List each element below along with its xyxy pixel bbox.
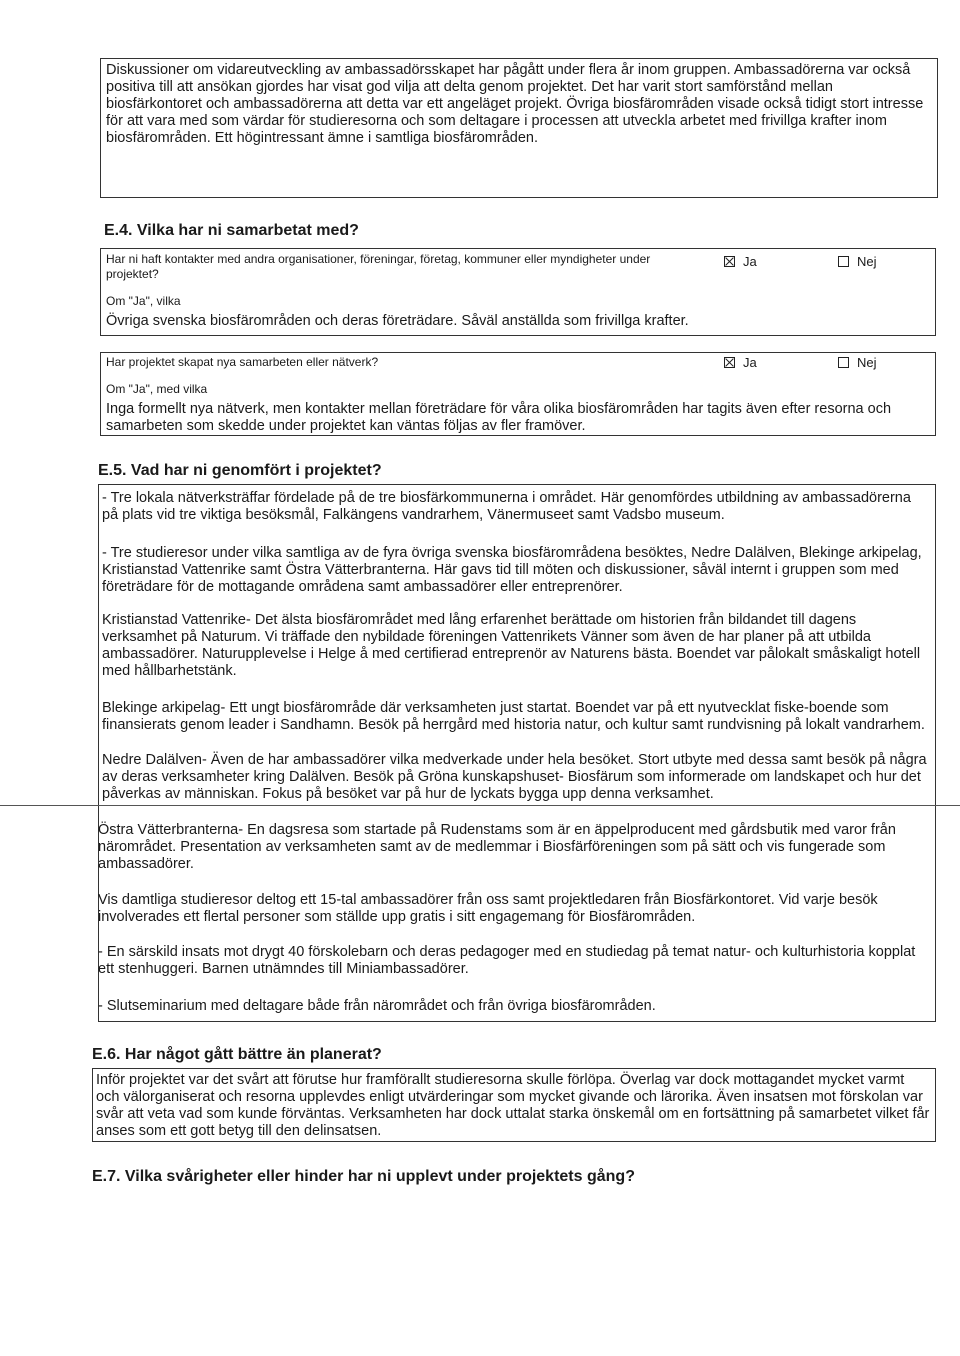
e4-q1-question: Har ni haft kontakter med andra organisationer, föreningar, företag, kommuner eller myndigheter under projektet? xyxy=(106,252,651,281)
checked-checkbox-icon[interactable] xyxy=(724,256,735,267)
e5-paragraph: Nedre Dalälven- Även de har ambassadörer vilka medverkade under hela besöket. Stort utbyte med dessa samt besök på några av deras verksamheter kring Dalälven. Besök på Gröna kunskapshuset- Biosfärum som informerade om landskapet och hur det påverkas av människan. Fokus på besöket var på hur de lyckats bygga upp denna verksamhet. xyxy=(102,752,927,802)
e5-paragraph: Östra Vätterbranterna- En dagsresa som startade på Rudenstams som är en äppelproducent med gårdsbutik med varor från närområdet. Presentation av verksamheten samt av de medlemmar i Biosfärföreningen som på sätt och vis fungerade som ambassadörer. xyxy=(98,822,896,872)
unchecked-checkbox-icon[interactable] xyxy=(838,357,849,368)
e4-q2-yes-option[interactable] xyxy=(724,355,757,370)
e4-q2-answer: Inga formellt nya nätverk, men kontakter mellan företrädare för våra olika biosfärområden har tagits även efter resorna och samarbeten som skedde under projektet kan väntas följas av fler framöver. xyxy=(106,401,892,434)
e4-q2-no-option[interactable] xyxy=(838,355,877,370)
e4-q2-no-label: Nej xyxy=(857,355,877,370)
e4-q1-no-label: Nej xyxy=(857,254,877,269)
e4-q1-yes-option[interactable] xyxy=(724,254,757,269)
e5-heading: E.5. Vad har ni genomfört i projektet? xyxy=(98,462,382,479)
e5-paragraph: - Slutseminarium med deltagare både från närområdet och från övriga biosfärområden. xyxy=(98,998,656,1014)
e4-q1-if-yes-label: Om "Ja", vilka xyxy=(106,294,181,308)
e6-answer: Inför projektet var det svårt att förutse hur framförallt studieresorna skulle förlöpa. Överlag var dock mottagandet mycket varmt och välorganiserat och resorna upplevdes enligt utvärderingar som mycket givande och lärorika. Även insatsen mot förskolan var svår att veta vad som kunde förväntas. Verksamheten har dock uttalat starka önskemål om en fortsättning på samarbetet vilket får anses som ett gott betyg till den delinsatsen. xyxy=(96,1072,930,1139)
e5-paragraph: - En särskild insats mot drygt 40 förskolebarn och deras pedagoger med en studiedag på temat natur- och kulturhistoria kopplat ett stenhuggeri. Barnen utnämndes till Miniambassadörer. xyxy=(98,944,916,977)
e5-paragraph: Blekinge arkipelag- Ett ungt biosfärområde där verksamheten just startat. Boendet var på ett nyutvecklat fiske-boende som finansierats genom leader i Sandhamn. Besök på herrgård med historia natur, och kultur samt rundvisning på lokalt vandrarhem. xyxy=(102,700,925,733)
page-scan-divider xyxy=(0,805,960,806)
e5-paragraph: - Tre lokala nätverksträffar fördelade på de tre biosfärkommunerna i området. Här genomfördes utbildning av ambassadörerna på plats vid tre viktiga besöksmål, Falkängens vandrarhem, Vänermuseet samt Vadsbo museum. xyxy=(102,490,911,523)
e5-paragraph: Vis damtliga studieresor deltog ett 15-tal ambassadörer från oss samt projektledaren från Biosfärkontoret. Vid varje besök involverades ett flertal personer som ställde upp gratis i sitt engagemang för Biosfärområden. xyxy=(98,892,878,925)
unchecked-checkbox-icon[interactable] xyxy=(838,256,849,267)
e7-heading: E.7. Vilka svårigheter eller hinder har ni upplevt under projektets gång? xyxy=(92,1168,635,1185)
e4-q2-yes-label: Ja xyxy=(743,355,757,370)
e4-q1-no-option[interactable] xyxy=(838,254,877,269)
e5-paragraph: Kristianstad Vattenrike- Det älsta biosfärområdet med lång erfarenhet berättade om historien från bildandet till dagens verksamhet på Naturum. Vi träffade den nybildade föreningen Vattenrikets Vänner som även de har planer på att utbilda ambassadörer. Naturupplevelse i Helge å med certifierad entreprenör av Naturens bästa. Boendet var pålokalt småskaligt hotell med hållbarhetstänk. xyxy=(102,612,921,679)
e5-paragraph: - Tre studieresor under vilka samtliga av de fyra övriga svenska biosfärområdena besöktes, Nedre Dalälven, Blekinge arkipelag, Kristianstad Vattenrike samt Östra Vätterbranterna. Här gavs tid till möten och diskussioner, såväl internt i gruppen som med företrädare för de mottagande områdena samt ambassadörer eller entreprenörer. xyxy=(102,545,922,595)
e4-q2-if-yes-label: Om "Ja", med vilka xyxy=(106,382,208,396)
e4-heading: E.4. Vilka har ni samarbetat med? xyxy=(104,222,359,239)
e4-q1-answer: Övriga svenska biosfärområden och deras företrädare. Såväl anställda som frivillga krafter. xyxy=(106,313,689,329)
checked-checkbox-icon[interactable] xyxy=(724,357,735,368)
e4-q1-yes-label: Ja xyxy=(743,254,757,269)
e4-q2-question: Har projektet skapat nya samarbeten eller nätverk? xyxy=(106,355,379,369)
intro-text: Diskussioner om vidareutveckling av ambassadörsskapet har pågått under flera år inom gruppen. Ambassadörerna var också positiva till att ansökan gjordes har visat god vilja att delta genom projektet. Det har varit stort samförstånd mellan biosfärkontoret och ambassadörerna att detta var ett angeläget projekt. Övriga biosfärområden visade också tidigt stort intresse för att vara med som värdar för studieresorna och som deltagare i processen att utveckla arbetet med frivillga krafter inom biosfärområden. Ett högintressant ämne i samtliga biosfärområden. xyxy=(106,62,924,146)
e6-heading: E.6. Har något gått bättre än planerat? xyxy=(92,1046,382,1063)
